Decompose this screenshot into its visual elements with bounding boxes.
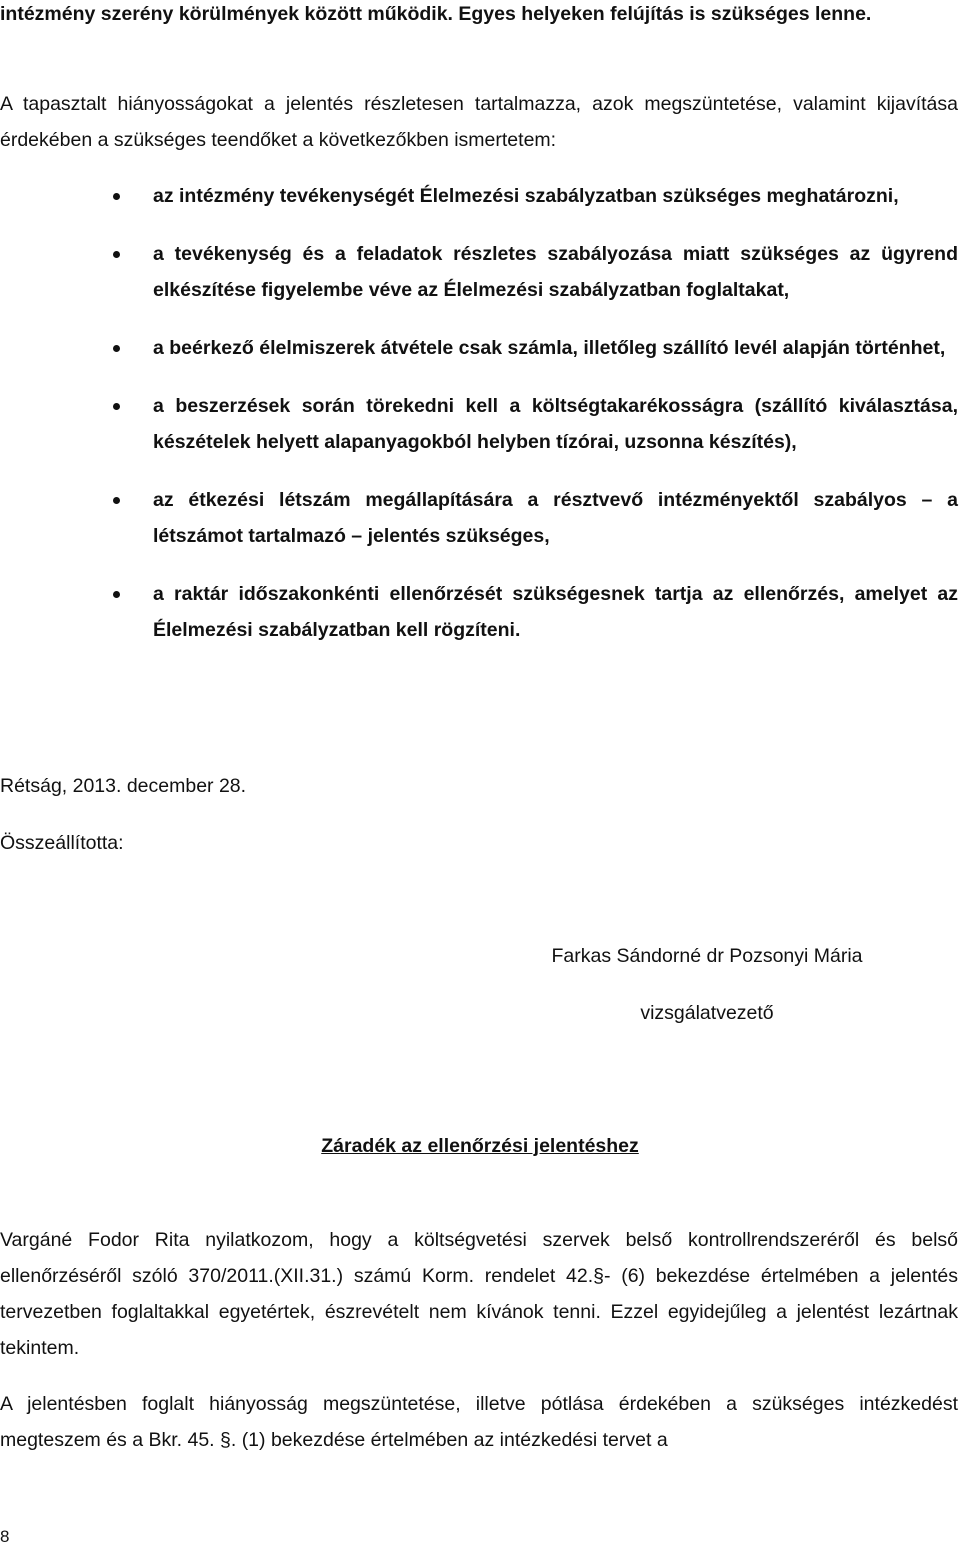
bullet-icon [113, 345, 120, 352]
bullet-icon [113, 193, 120, 200]
list-item-text: az intézmény tevékenységét Élelmezési szabályzatban szükséges meghatározni, [153, 185, 899, 207]
intro-paragraph: intézmény szerény körülmények között működik. Egyes helyeken felújítás is szükséges lenne. [0, 3, 872, 25]
list-item-text: a raktár időszakonkénti ellenőrzését szükségesnek tartja az ellenőrzés, amelyet az Élelmezési szabályzatban kell rögzíteni. [153, 583, 958, 641]
list-item [113, 330, 958, 366]
clause-paragraph: Vargáné Fodor Rita nyilatkozom, hogy a költségvetési szervek belső kontrollrendszeréről és belső ellenőrzéséről szóló 370/2011.(XII.31.) számú Korm. rendelet 42.§- (6) bekezdése értelmében a jelentés tervezetben foglaltakkal egyetértek, észrevételt nem kívánok tenni. Ezzel egyidejűleg a jelentést lezártnak tekintem. [0, 1229, 958, 1359]
list-item-text: a tevékenység és a feladatok részletes szabályozása miatt szükséges az ügyrend elkészítése figyelembe véve az Élelmezési szabályzatban foglaltakat, [153, 243, 958, 301]
list-item [113, 388, 958, 460]
bullet-icon [113, 497, 120, 504]
recommendation-list [113, 178, 958, 648]
bullet-icon [113, 251, 120, 258]
list-item [113, 178, 958, 214]
summary-paragraph: A tapasztalt hiányosságokat a jelentés részletesen tartalmazza, azok megszüntetése, valamint kijavítása érdekében a szükséges teendőket a következőkben ismertetem: [0, 93, 958, 151]
bullet-icon [113, 403, 120, 410]
signatory-title: vizsgálatvezető [640, 1002, 774, 1024]
clause-paragraph: A jelentésben foglalt hiányosság megszüntetése, illetve pótlása érdekében a szükséges intézkedést megteszem és a Bkr. 45. §. (1) bekezdése értelmében az intézkedési tervet a [0, 1393, 958, 1451]
place-date: Rétság, 2013. december 28. [0, 775, 247, 797]
list-item-text: a beérkező élelmiszerek átvétele csak számla, illetőleg szállító levél alapján történhet, [153, 337, 946, 359]
list-item-text: a beszerzések során törekedni kell a költségtakarékosságra (szállító kiválasztása, készételek helyett alapanyagokból helyben tízórai, uzsonna készítés), [153, 395, 958, 453]
bullet-icon [113, 591, 120, 598]
list-item [113, 576, 958, 648]
list-item [113, 236, 958, 308]
list-item-text: az étkezési létszám megállapítására a résztvevő intézményektől szabályos – a létszámot tartalmazó – jelentés szükséges, [153, 489, 958, 547]
clause-heading: Záradék az ellenőrzési jelentéshez [321, 1134, 639, 1157]
signatory-name: Farkas Sándorné dr Pozsonyi Mária [551, 945, 863, 967]
list-item [113, 482, 958, 554]
page-number: 8 [0, 1527, 10, 1546]
compiled-by-label: Összeállította: [0, 832, 124, 854]
